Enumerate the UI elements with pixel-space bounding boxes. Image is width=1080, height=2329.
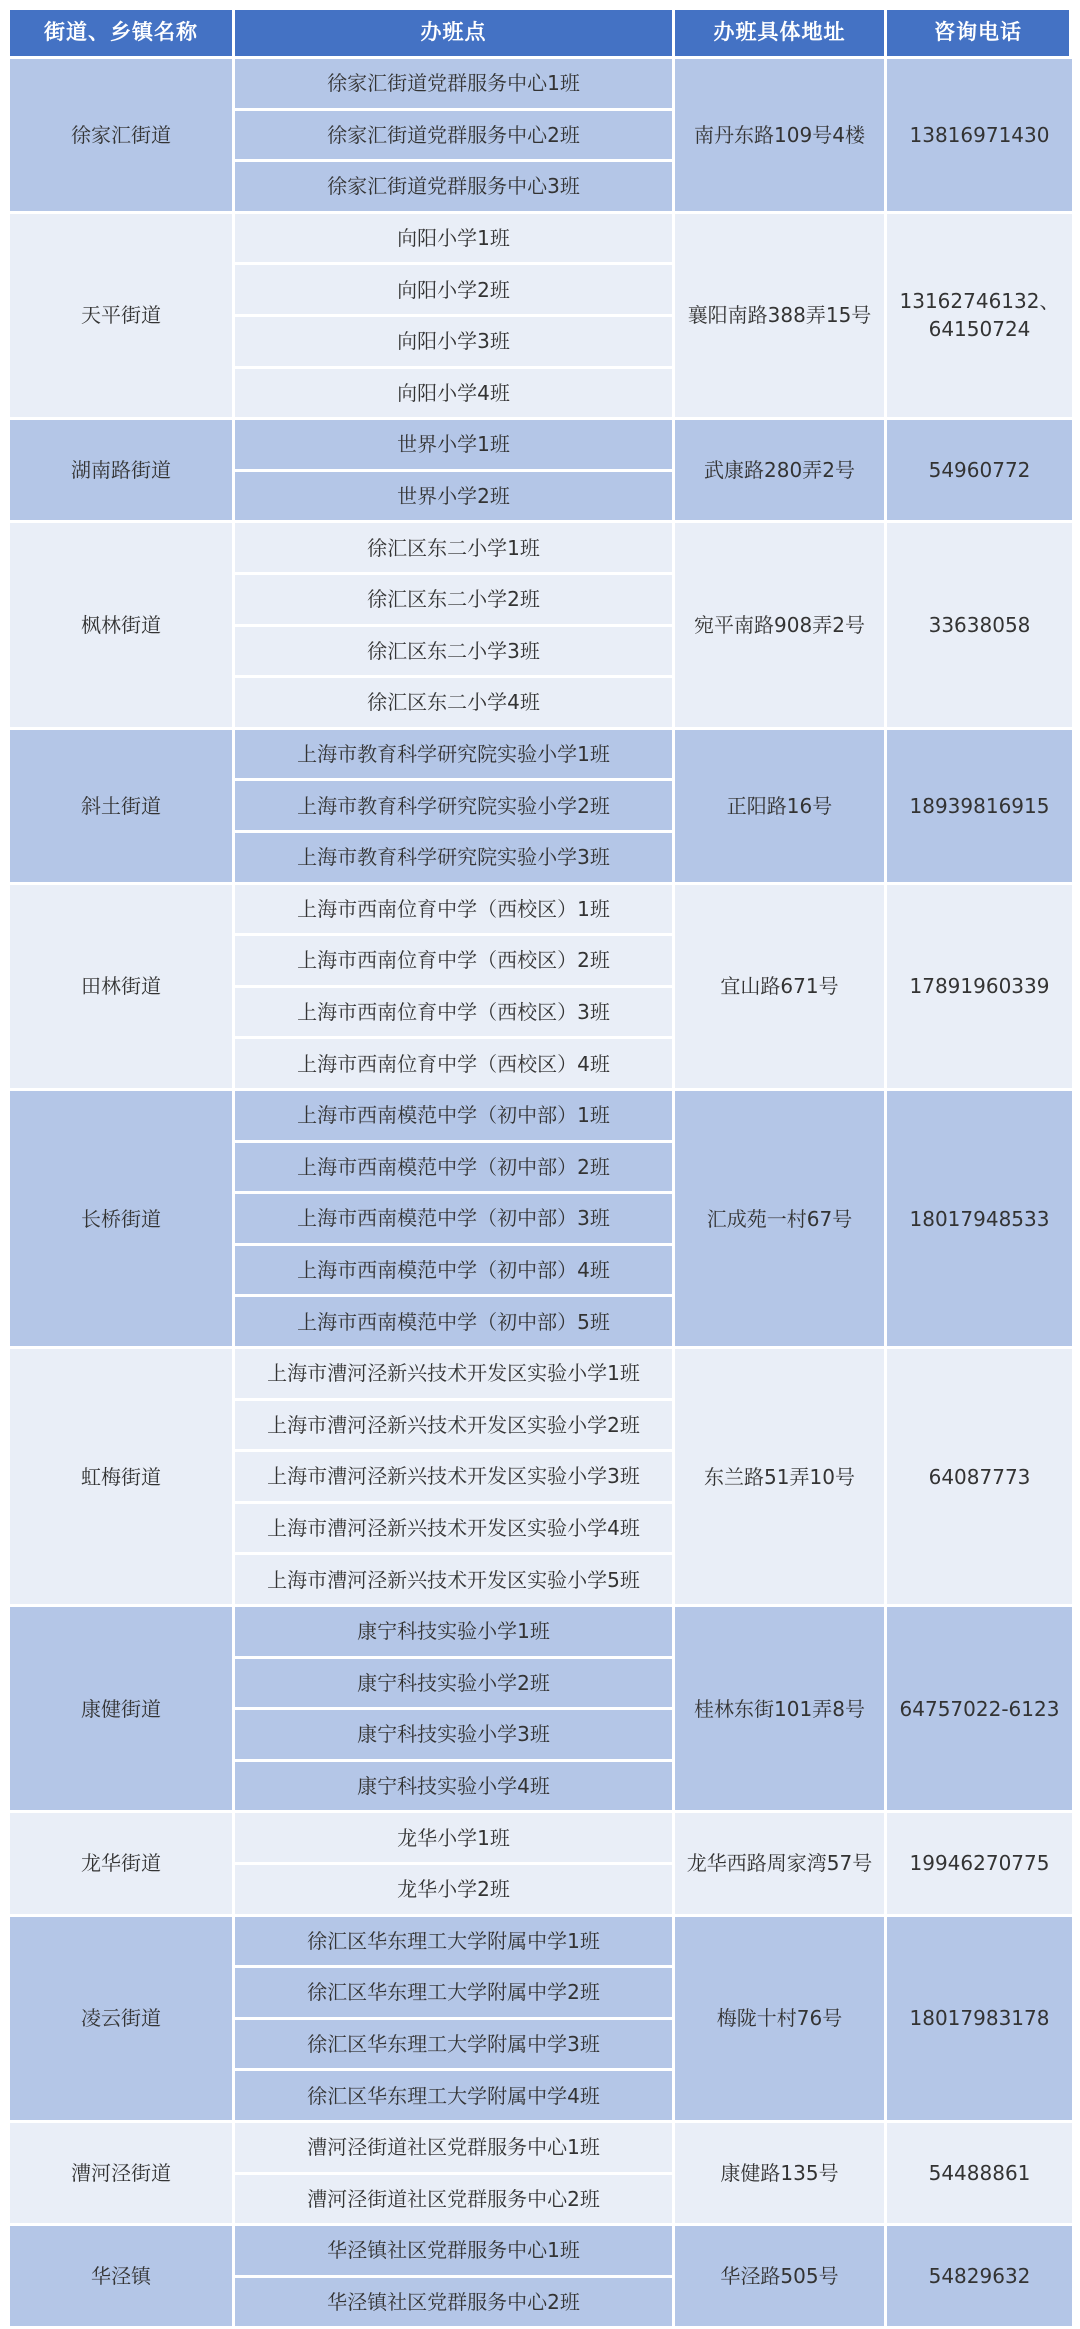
header-cell: 办班点 [235, 10, 672, 56]
class-location: 上海市教育科学研究院实验小学2班 [235, 781, 672, 830]
address: 宛平南路908弄2号 [675, 523, 884, 726]
class-location: 康宁科技实验小学4班 [235, 1762, 672, 1811]
class-location: 上海市漕河泾新兴技术开发区实验小学3班 [235, 1452, 672, 1501]
class-location: 世界小学2班 [235, 472, 672, 521]
street-name: 长桥街道 [10, 1091, 232, 1346]
class-location-table [10, 10, 1072, 2329]
class-location: 漕河泾街道社区党群服务中心2班 [235, 2175, 672, 2224]
phone-number: 54829632 [887, 2226, 1072, 2326]
class-location: 上海市西南模范中学（初中部）4班 [235, 1246, 672, 1295]
class-location: 上海市西南位育中学（西校区）1班 [235, 885, 672, 934]
address: 东兰路51弄10号 [675, 1349, 884, 1604]
address: 正阳路16号 [675, 730, 884, 882]
class-location: 华泾镇社区党群服务中心2班 [235, 2278, 672, 2327]
phone-number: 33638058 [887, 523, 1072, 726]
address: 宜山路671号 [675, 885, 884, 1088]
phone-number: 64757022-6123 [887, 1607, 1072, 1810]
class-location: 上海市漕河泾新兴技术开发区实验小学4班 [235, 1504, 672, 1553]
class-location: 上海市漕河泾新兴技术开发区实验小学1班 [235, 1349, 672, 1398]
address: 武康路280弄2号 [675, 420, 884, 520]
street-name: 枫林街道 [10, 523, 232, 726]
street-name: 华泾镇 [10, 2226, 232, 2326]
street-name: 漕河泾街道 [10, 2123, 232, 2223]
class-location: 上海市教育科学研究院实验小学1班 [235, 730, 672, 779]
class-location: 世界小学1班 [235, 420, 672, 469]
address: 龙华西路周家湾57号 [675, 1813, 884, 1913]
class-location: 徐汇区东二小学3班 [235, 627, 672, 676]
phone-number: 54960772 [887, 420, 1072, 520]
phone-number: 64087773 [887, 1349, 1072, 1604]
class-location: 向阳小学1班 [235, 214, 672, 263]
phone-number: 18939816915 [887, 730, 1072, 882]
class-location: 徐汇区华东理工大学附属中学2班 [235, 1968, 672, 2017]
class-location: 徐家汇街道党群服务中心3班 [235, 162, 672, 211]
class-location: 向阳小学4班 [235, 369, 672, 418]
class-location: 康宁科技实验小学1班 [235, 1607, 672, 1656]
class-location: 徐汇区华东理工大学附属中学4班 [235, 2071, 672, 2120]
class-location: 徐汇区东二小学2班 [235, 575, 672, 624]
class-location: 上海市西南位育中学（西校区）4班 [235, 1039, 672, 1088]
class-location: 徐汇区华东理工大学附属中学1班 [235, 1917, 672, 1966]
class-location: 龙华小学2班 [235, 1865, 672, 1914]
address: 梅陇十村76号 [675, 1917, 884, 2120]
class-location: 上海市漕河泾新兴技术开发区实验小学5班 [235, 1555, 672, 1604]
class-location: 徐汇区东二小学1班 [235, 523, 672, 572]
class-location: 上海市西南模范中学（初中部）3班 [235, 1194, 672, 1243]
class-location: 徐汇区华东理工大学附属中学3班 [235, 2020, 672, 2069]
class-location: 上海市西南位育中学（西校区）2班 [235, 936, 672, 985]
header-cell: 办班具体地址 [675, 10, 884, 56]
class-location: 上海市西南模范中学（初中部）1班 [235, 1091, 672, 1140]
class-location: 向阳小学2班 [235, 265, 672, 314]
class-location: 龙华小学1班 [235, 1813, 672, 1862]
phone-number: 19946270775 [887, 1813, 1072, 1913]
class-location: 康宁科技实验小学3班 [235, 1710, 672, 1759]
phone-number: 18017948533 [887, 1091, 1072, 1346]
class-location: 漕河泾街道社区党群服务中心1班 [235, 2123, 672, 2172]
class-location: 华泾镇社区党群服务中心1班 [235, 2226, 672, 2275]
street-name: 凌云街道 [10, 1917, 232, 2120]
address: 康健路135号 [675, 2123, 884, 2223]
class-location: 徐家汇街道党群服务中心1班 [235, 59, 672, 108]
address: 襄阳南路388弄15号 [675, 214, 884, 417]
address: 汇成苑一村67号 [675, 1091, 884, 1346]
class-location: 上海市西南模范中学（初中部）5班 [235, 1297, 672, 1346]
phone-number: 13816971430 [887, 59, 1072, 211]
address: 华泾路505号 [675, 2226, 884, 2326]
phone-number: 13162746132、 64150724 [887, 214, 1072, 417]
street-name: 龙华街道 [10, 1813, 232, 1913]
class-location: 徐家汇街道党群服务中心2班 [235, 111, 672, 160]
class-location: 向阳小学3班 [235, 317, 672, 366]
address: 桂林东街101弄8号 [675, 1607, 884, 1810]
class-location: 徐汇区东二小学4班 [235, 678, 672, 727]
street-name: 徐家汇街道 [10, 59, 232, 211]
class-location: 康宁科技实验小学2班 [235, 1659, 672, 1708]
street-name: 天平街道 [10, 214, 232, 417]
street-name: 康健街道 [10, 1607, 232, 1810]
street-name: 田林街道 [10, 885, 232, 1088]
street-name: 湖南路街道 [10, 420, 232, 520]
header-cell: 咨询电话 [887, 10, 1069, 56]
phone-number: 17891960339 [887, 885, 1072, 1088]
class-location: 上海市教育科学研究院实验小学3班 [235, 833, 672, 882]
class-location: 上海市西南位育中学（西校区）3班 [235, 988, 672, 1037]
street-name: 斜土街道 [10, 730, 232, 882]
phone-number: 18017983178 [887, 1917, 1072, 2120]
class-location: 上海市漕河泾新兴技术开发区实验小学2班 [235, 1401, 672, 1450]
street-name: 虹梅街道 [10, 1349, 232, 1604]
address: 南丹东路109号4楼 [675, 59, 884, 211]
phone-number: 54488861 [887, 2123, 1072, 2223]
header-cell: 街道、乡镇名称 [10, 10, 232, 56]
class-location: 上海市西南模范中学（初中部）2班 [235, 1143, 672, 1192]
